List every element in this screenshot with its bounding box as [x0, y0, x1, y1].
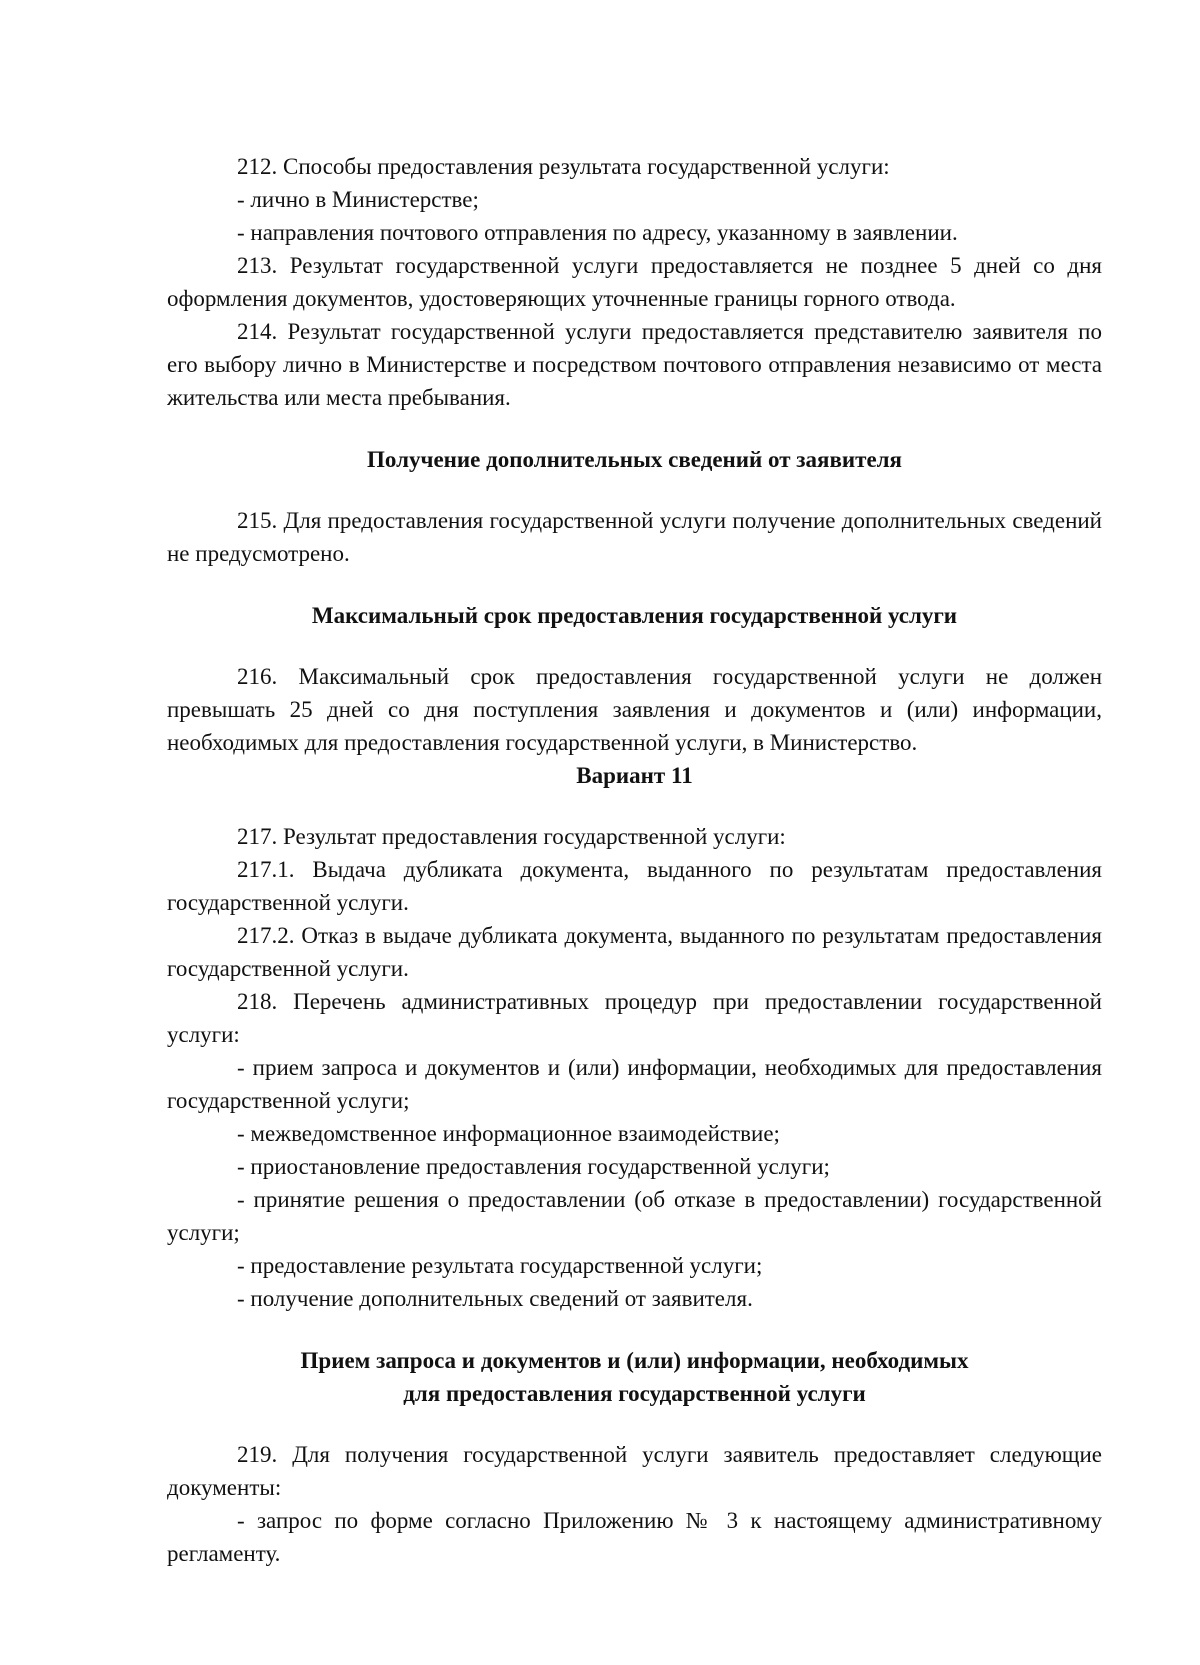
list-item: - межведомственное информационное взаимодействие;	[237, 1121, 780, 1146]
list-item: - приостановление предоставления государственной услуги;	[237, 1154, 830, 1179]
paragraph-219: 219. Для получения государственной услуги заявитель предоставляет следующие документы:	[167, 1442, 1102, 1500]
list-item: - принятие решения о предоставлении (об отказе в предоставлении) государственной услуги;	[167, 1187, 1102, 1245]
paragraph-216: 216. Максимальный срок предоставления государственной услуги не должен превышать 25 дней со дня поступления заявления и документов и (или) информации, необходимых для предоставления государственной услуги, в Министерство.	[167, 664, 1102, 755]
section-heading: Получение дополнительных сведений от заявителя	[367, 447, 902, 472]
paragraph-214: 214. Результат государственной услуги предоставляется представителю заявителя по его выбору лично в Министерстве и посредством почтового отправления независимо от места жительства или места пребывания.	[167, 319, 1102, 410]
paragraph-212: 212. Способы предоставления результата государственной услуги:	[237, 154, 890, 179]
variant-heading: Вариант 11	[576, 763, 693, 788]
list-item: - направления почтового отправления по адресу, указанному в заявлении.	[237, 220, 958, 245]
paragraph-218: 218. Перечень административных процедур при предоставлении государственной услуги:	[167, 989, 1102, 1047]
list-item: - лично в Министерстве;	[237, 187, 479, 212]
paragraph-217-2: 217.2. Отказ в выдаче дубликата документа, выданного по результатам предоставления государственной услуги.	[167, 923, 1102, 981]
paragraph-217-1: 217.1. Выдача дубликата документа, выданного по результатам предоставления государственной услуги.	[167, 857, 1102, 915]
paragraph-213: 213. Результат государственной услуги предоставляется не позднее 5 дней со дня оформления документов, удостоверяющих уточненные границы горного отвода.	[167, 253, 1102, 311]
list-item: - предоставление результата государственной услуги;	[237, 1253, 763, 1278]
list-item: - запрос по форме согласно Приложению № 3 к настоящему административному регламенту.	[167, 1508, 1102, 1566]
document-page	[167, 150, 1102, 1570]
section-heading: Прием запроса и документов и (или) информации, необходимых для предоставления государственной услуги	[300, 1348, 969, 1406]
section-heading: Максимальный срок предоставления государственной услуги	[311, 603, 958, 628]
list-item: - получение дополнительных сведений от заявителя.	[237, 1286, 753, 1311]
paragraph-215: 215. Для предоставления государственной услуги получение дополнительных сведений не предусмотрено.	[167, 508, 1102, 566]
paragraph-217: 217. Результат предоставления государственной услуги:	[237, 824, 786, 849]
list-item: - прием запроса и документов и (или) информации, необходимых для предоставления государственной услуги;	[167, 1055, 1102, 1113]
